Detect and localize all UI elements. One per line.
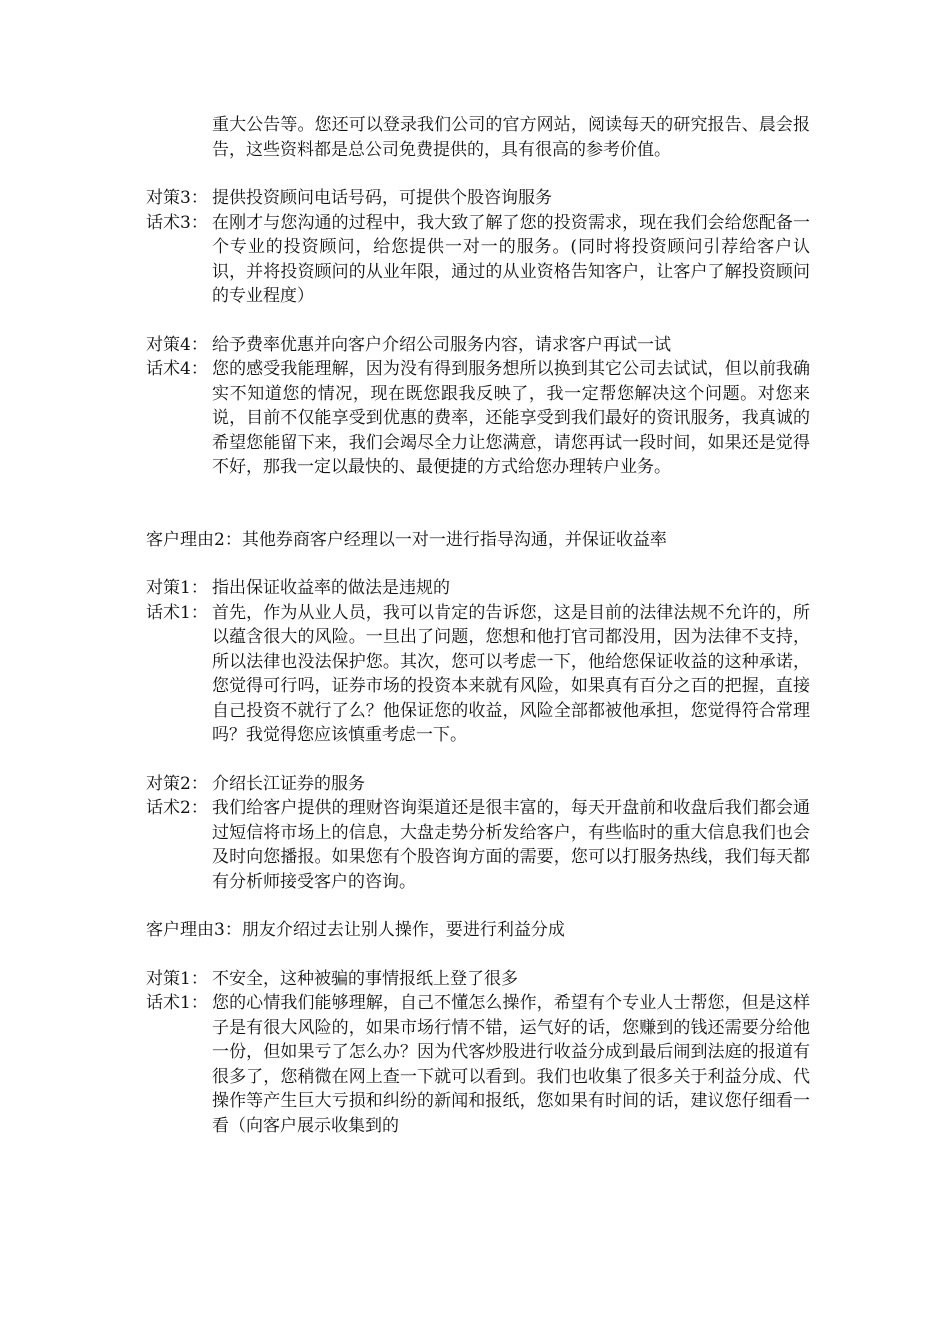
strategy-label: 对策3： [146, 188, 208, 208]
strategy-label: 对策1： [146, 578, 208, 598]
intro-continued-paragraph [146, 113, 810, 162]
document-page [146, 113, 810, 1138]
strategy-3 [146, 186, 810, 211]
strategy-text: 介绍长江证券的服务 [212, 773, 365, 794]
spacer [146, 943, 810, 967]
script-text: 您的心情我们能够理解，自己不懂怎么操作，希望有个专业人士帮您，但是这样子是有很大风险的，如果市场行情不错，运气好的话，您赚到的钱还需要分给他一份，但如果亏了怎么办？因为代客炒股进行收益分成到最后闹到法庭的报道有很多了，您稍微在网上查一下就可以看到。我们也收集了很多关于利益分成、代操作等产生巨大亏损和纠纷的新闻和报纸，您如果有时间的话，建议您仔细看一看（向客户展示收集到的 [212, 993, 810, 1136]
strategy-text: 给予费率优惠并向客户介绍公司服务内容，请求客户再试一试 [212, 334, 671, 355]
script-label: 话术1： [146, 993, 208, 1013]
customer-reason-3: 客户理由3：朋友介绍过去让别人操作，要进行利益分成 [146, 920, 565, 940]
strategy-label: 对策1： [146, 968, 208, 989]
spacer [146, 748, 810, 772]
customer-reason-2: 客户理由2：其他券商客户经理以一对一进行指导沟通，并保证收益率 [146, 529, 667, 550]
spacer [146, 894, 810, 918]
strategy-2 [146, 772, 810, 797]
paragraph-text: 重大公告等。您还可以登录我们公司的官方网站，阅读每天的研究报告、晨会报告，这些资料都是总公司免费提供的，具有很高的参考价值。 [212, 115, 810, 160]
strategy-1-reason-3 [146, 967, 810, 992]
script-label: 话术1： [146, 602, 208, 623]
strategy-4 [146, 333, 810, 358]
spacer [146, 162, 810, 186]
script-text: 我们给客户提供的理财咨询渠道还是很丰富的，每天开盘前和收盘后我们都会通过短信将市场上的信息，大盘走势分析发给客户，有些临时的重大信息我们也会及时向您播报。如果您有个股咨询方面的需要，您可以打服务热线，我们每天都有分析师接受客户的咨询。 [212, 798, 810, 892]
script-2 [146, 796, 810, 894]
script-3 [146, 211, 810, 309]
script-label: 话术4： [146, 359, 208, 379]
strategy-text: 指出保证收益率的做法是违规的 [212, 578, 450, 598]
strategy-label: 对策4： [146, 334, 208, 355]
script-label: 话术3： [146, 212, 208, 233]
spacer [146, 309, 810, 333]
spacer [146, 552, 810, 576]
script-4 [146, 357, 810, 480]
script-text: 首先，作为从业人员，我可以肯定的告诉您，这是目前的法律法规不允许的，所以蕴含很大的风险。一旦出了问题，您想和他打官司都没用，因为法律不支持，所以法律也没法保护您。其次，您可以考虑一下，他给您保证收益的这种承诺，您觉得可行吗，证券市场的投资本来就有风险，如果真有百分之百的把握，直接自己投资不就行了么？他保证您的收益，风险全部都被他承担，您觉得符合常理吗？我觉得您应该慎重考虑一下。 [212, 602, 810, 745]
script-1 [146, 601, 810, 748]
strategy-label: 对策2： [146, 773, 208, 794]
strategy-1 [146, 576, 810, 601]
script-1-reason-3 [146, 991, 810, 1138]
strategy-text: 提供投资顾问电话号码，可提供个股咨询服务 [212, 188, 552, 208]
spacer [146, 480, 810, 528]
script-text: 您的感受我能理解，因为没有得到服务想所以换到其它公司去试试，但以前我确实不知道您的情况，现在既您跟我反映了，我一定帮您解决这个问题。对您来说，目前不仅能享受到优惠的费率，还能享受到我们最好的资讯服务，我真诚的希望您能留下来，我们会竭尽全力让您满意，请您再试一段时间，如果还是觉得不好，那我一定以最快的、最便捷的方式给您办理转户业务。 [212, 359, 810, 477]
strategy-text: 不安全，这种被骗的事情报纸上登了很多 [212, 968, 518, 989]
script-text: 在刚才与您沟通的过程中，我大致了解了您的投资需求，现在我们会给您配备一个专业的投资顾问，给您提供一对一的服务。(同时将投资顾问引荐给客户认识，并将投资顾问的从业年限，通过的从业资格告知客户，让客户了解投资顾问的专业程度） [212, 212, 810, 306]
script-label: 话术2： [146, 798, 208, 818]
